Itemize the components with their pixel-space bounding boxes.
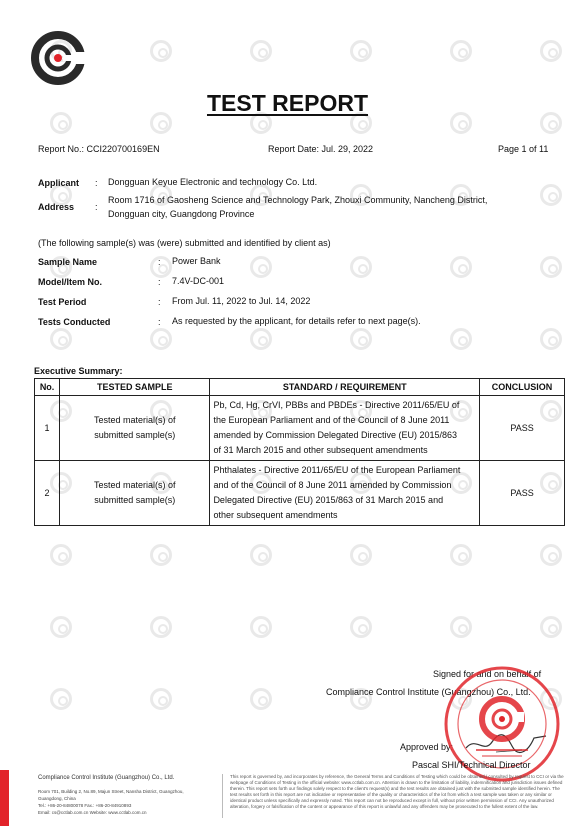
header-tested-sample: TESTED SAMPLE xyxy=(60,379,210,396)
table-row xyxy=(35,461,565,526)
sample-name-value: Power Bank xyxy=(172,256,221,266)
watermark-logo-icon xyxy=(350,328,372,350)
requirement-line: amended by Commission Delegated Directive (EU) 2015/863 xyxy=(213,430,458,440)
sample-intro: (The following sample(s) was (were) submitted and identified by client as) xyxy=(38,238,331,248)
tested-sample-line-2: submitted sample(s) xyxy=(94,430,176,440)
header-standard-requirement: STANDARD / REQUIREMENT xyxy=(210,379,480,396)
watermark-logo-icon xyxy=(50,688,72,710)
watermark-logo-icon xyxy=(150,40,172,62)
watermark-logo-icon xyxy=(350,544,372,566)
watermark-logo-icon xyxy=(540,616,562,638)
watermark-logo-icon xyxy=(50,616,72,638)
footer-company: Compliance Control Institute (Guangzhou) Co., Ltd. xyxy=(38,775,175,781)
address-colon: : xyxy=(95,202,98,212)
watermark-logo-icon xyxy=(50,328,72,350)
footer-address-1: Room 701, Building 2, No.89, Majun Street, Nansha District, Guangzhou, xyxy=(38,789,184,794)
test-period-value: From Jul. 11, 2022 to Jul. 14, 2022 xyxy=(172,296,311,306)
watermark-logo-icon xyxy=(350,40,372,62)
requirement-line: Delegated Directive (EU) 2015/863 of 31 March 2015 and xyxy=(213,495,444,505)
applicant-label: Applicant xyxy=(38,178,80,188)
watermark-logo-icon xyxy=(150,616,172,638)
watermark-logo-icon xyxy=(250,688,272,710)
watermark-logo-icon xyxy=(540,544,562,566)
footer-email-website: Email: cs@cctlab.com.cn Website: www.cctlab.com.cn xyxy=(38,810,147,815)
watermark-logo-icon xyxy=(150,328,172,350)
tested-sample-cell xyxy=(60,461,210,526)
footer-tel-fax: Tel.: +86-20-84800078 Fax.: +86-20-84910893 xyxy=(38,803,132,808)
footer-red-bar xyxy=(0,770,9,826)
report-title: TEST REPORT xyxy=(206,90,368,116)
header-no: No. xyxy=(35,379,60,396)
requirement-line: Pb, Cd, Hg, CrVI, PBBs and PBDEs - Directive 2011/65/EU of xyxy=(213,400,460,410)
footer-disclaimer: This report is governed by, and incorporates by reference, the General Terms and Conditions of Testing which could be obtained / consulted by request to CCI or via the webpage of Conditions of Testing in the official website: www.cctlab.com.cn. Attention is drawn to the limitation of liability, indemnification and jurisdiction issues defined therein. This report sets forth our findings solely respect to the client's request(s) and the test results are obtained just with the submitted sample identified herein. The test results set forth in this report are not indicative or representative of the quality or characteristics of the lot from which a test sample was taken or any similar or identical product unless specifically and expressly noted. This report can not be reproduced except in full, without prior written permission of CCI. Any unauthorized alteration, forgery or falsification of the content or appearance of this report is unlawful and any offenders may be prosecuted to the fullest extent of the law. xyxy=(230,774,564,809)
watermark-logo-icon xyxy=(50,544,72,566)
tested-sample-line-1: Tested material(s) of xyxy=(94,415,176,425)
watermark-logo-icon xyxy=(350,256,372,278)
requirement-line: of 31 March 2015 and other subsequent amendments xyxy=(213,445,428,455)
requirement-cell xyxy=(210,396,480,461)
watermark-logo-icon xyxy=(150,688,172,710)
address-label: Address xyxy=(38,202,75,212)
tested-sample-line-1: Tested material(s) of xyxy=(94,480,176,490)
conclusion-cell: PASS xyxy=(480,461,565,526)
watermark-logo-icon xyxy=(450,328,472,350)
footer-divider xyxy=(222,774,223,818)
model-label: Model/Item No. xyxy=(38,277,103,287)
tests-conducted-colon: : xyxy=(158,317,161,327)
table-row xyxy=(35,396,565,461)
watermark-logo-icon xyxy=(350,616,372,638)
watermark-logo-icon xyxy=(250,256,272,278)
watermark-logo-icon xyxy=(540,40,562,62)
watermark-logo-icon xyxy=(150,544,172,566)
row-number: 1 xyxy=(35,396,60,461)
test-period-colon: : xyxy=(158,297,161,307)
table-header-row xyxy=(35,379,565,396)
test-period-label: Test Period xyxy=(38,297,87,307)
requirement-line: Phthalates - Directive 2011/65/EU of the European Parliament xyxy=(213,465,461,475)
model-colon: : xyxy=(158,277,161,287)
footer-contact xyxy=(38,774,184,816)
watermark-logo-icon xyxy=(450,40,472,62)
watermark-logo-icon xyxy=(250,40,272,62)
conclusion-cell: PASS xyxy=(480,396,565,461)
address-line-2: Dongguan city, Guangdong Province xyxy=(108,209,255,219)
watermark-logo-icon xyxy=(250,616,272,638)
sample-name-colon: : xyxy=(158,257,161,267)
sample-name-label: Sample Name xyxy=(38,257,98,267)
watermark-logo-icon xyxy=(450,544,472,566)
tests-conducted-value: As requested by the applicant, for details refer to next page(s). xyxy=(172,316,421,326)
cci-logo-icon xyxy=(30,30,86,86)
watermark-logo-icon xyxy=(450,616,472,638)
report-date: Report Date: Jul. 29, 2022 xyxy=(268,144,374,154)
report-number: Report No.: CCI220700169EN xyxy=(38,144,160,154)
approver-name: Pascal SHI/Technical Director xyxy=(412,760,531,770)
applicant-value: Dongguan Keyue Electronic and technology Co. Ltd. xyxy=(108,177,318,187)
watermark-logo-icon xyxy=(250,328,272,350)
watermark-logo-icon xyxy=(150,256,172,278)
watermark-logo-icon xyxy=(540,184,562,206)
executive-summary-table xyxy=(34,378,565,526)
row-number: 2 xyxy=(35,461,60,526)
tested-sample-line-2: submitted sample(s) xyxy=(94,495,176,505)
page-number: Page 1 of 11 xyxy=(498,144,549,154)
footer-address-2: Guangdong, China xyxy=(38,796,76,801)
watermark-logo-icon xyxy=(450,256,472,278)
tests-conducted-label: Tests Conducted xyxy=(38,317,111,327)
requirement-line: and of the Council of 8 June 2011 amended by Commission xyxy=(213,480,452,490)
applicant-colon: : xyxy=(95,178,98,188)
institute-name: Compliance Control Institute (Guangzhou) Co., Ltd. xyxy=(326,687,531,697)
executive-summary-title: Executive Summary: xyxy=(34,366,123,376)
watermark-logo-icon xyxy=(250,544,272,566)
approved-by-label: Approved by: xyxy=(400,742,454,752)
requirement-cell xyxy=(210,461,480,526)
watermark-logo-icon xyxy=(540,256,562,278)
tested-sample-cell xyxy=(60,396,210,461)
address-line-1: Room 1716 of Gaosheng Science and Technology Park, Zhouxi Community, Nancheng District, xyxy=(108,195,488,205)
header-conclusion: CONCLUSION xyxy=(480,379,565,396)
signed-on-behalf: Signed for and on behalf of xyxy=(433,669,542,679)
requirement-line: the European Parliament and of the Council of 8 June 2011 xyxy=(213,415,450,425)
watermark-logo-icon xyxy=(540,328,562,350)
requirement-line: other subsequent amendments xyxy=(213,510,338,520)
model-value: 7.4V-DC-001 xyxy=(172,276,225,286)
